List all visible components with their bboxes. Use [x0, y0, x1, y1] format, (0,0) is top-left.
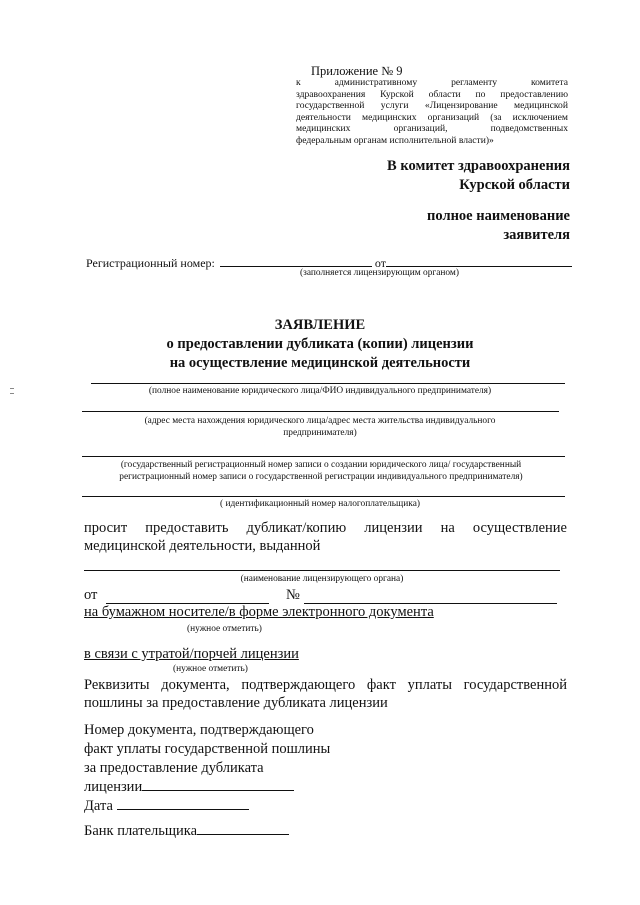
- date-row: [84, 797, 249, 815]
- field-caption: регистрационный номер записи о государственной регистрации индивидуального предпринимателя): [119, 472, 523, 482]
- title-line: на осуществление медицинской деятельности: [169, 355, 471, 371]
- field-caption: ( идентификационный номер налогоплательщика): [220, 499, 420, 509]
- addressee-line: В комитет здравоохранения: [387, 158, 570, 174]
- appendix-line: федеральным органам исполнительной власти)»: [296, 134, 494, 146]
- form-choice-caption: (нужное отметить): [187, 624, 262, 634]
- payment-line: пошлины за предоставление дубликата лицензии: [84, 695, 388, 711]
- applicant-name-label: [427, 207, 570, 245]
- field-caption: (государственный регистрационный номер записи о создании юридического лица/ государственный: [120, 460, 522, 470]
- appendix-line: деятельности медицинских организаций (за исключением: [296, 111, 568, 123]
- license-number-label: №: [286, 587, 300, 603]
- reason-caption: (нужное отметить): [173, 664, 248, 674]
- request-line: просит предоставить дубликат/копию лицензии на осуществление: [84, 520, 567, 536]
- date-label: Дата: [84, 798, 113, 814]
- bank-label: Банк плательщика: [84, 823, 198, 839]
- addressee-line: Курской области: [459, 177, 570, 193]
- registration-record-field[interactable]: [82, 456, 565, 457]
- appendix-line: медицинских организаций, подведомственных: [296, 123, 568, 135]
- registration-date-field[interactable]: [386, 254, 572, 267]
- applicant-name-field[interactable]: [91, 383, 565, 384]
- title-line: о предоставлении дубликата (копии) лицензии: [166, 336, 474, 352]
- field-caption: (полное наименование юридического лица/ФИО индивидуального предпринимателя): [148, 386, 492, 396]
- payment-line: Реквизиты документа, подтверждающего факт уплаты государственной: [84, 677, 567, 693]
- request-line: медицинской деятельности, выданной: [84, 538, 321, 554]
- applicant-name-line: заявителя: [503, 227, 570, 243]
- doc-number-line: [84, 778, 330, 797]
- bank-field[interactable]: [197, 822, 289, 835]
- registration-from-label: от: [374, 256, 386, 270]
- doc-number-line: Номер документа, подтверждающего: [84, 722, 314, 738]
- licensing-organ-field[interactable]: [84, 570, 560, 571]
- address-field[interactable]: [82, 411, 559, 412]
- doc-number-line: факт уплаты государственной пошлины: [84, 741, 331, 757]
- form-choice-option[interactable]: на бумажном носителе/в форме электронного документа: [84, 604, 434, 620]
- field-caption: предпринимателя): [283, 428, 357, 438]
- scan-mark: [10, 388, 14, 389]
- reason-option[interactable]: в связи с утратой/порчей лицензии: [84, 646, 299, 662]
- registration-number-field[interactable]: [220, 254, 372, 267]
- appendix-line: к административному регламенту комитета: [296, 77, 568, 88]
- appendix-line: здравоохранения Курской области по предоставлению: [296, 88, 568, 100]
- title-main: ЗАЯВЛЕНИЕ: [274, 317, 366, 333]
- doc-number-block: [84, 721, 330, 797]
- addressee: [387, 157, 570, 195]
- registration-caption: (заполняется лицензирующим органом): [300, 268, 459, 278]
- applicant-name-line: полное наименование: [427, 208, 570, 224]
- organ-caption: (наименование лицензирующего органа): [240, 574, 404, 584]
- date-field[interactable]: [117, 797, 249, 810]
- scan-mark: [10, 393, 14, 394]
- appendix-text: [296, 77, 568, 147]
- bank-row: [84, 822, 289, 840]
- registration-label: Регистрационный номер:: [86, 256, 215, 270]
- issued-from-label: от: [84, 587, 98, 603]
- doc-number-label: лицензии: [84, 779, 143, 795]
- document-title: [0, 316, 640, 373]
- field-caption: (адрес места нахождения юридического лица/адрес места жительства индивидуального: [144, 416, 496, 426]
- appendix-line: государственной услуги «Лицензирование медицинской: [296, 100, 568, 112]
- inn-field[interactable]: [82, 496, 565, 497]
- doc-number-line: за предоставление дубликата: [84, 760, 264, 776]
- doc-number-field[interactable]: [142, 778, 294, 791]
- appendix-title: Приложение № 9: [311, 64, 403, 78]
